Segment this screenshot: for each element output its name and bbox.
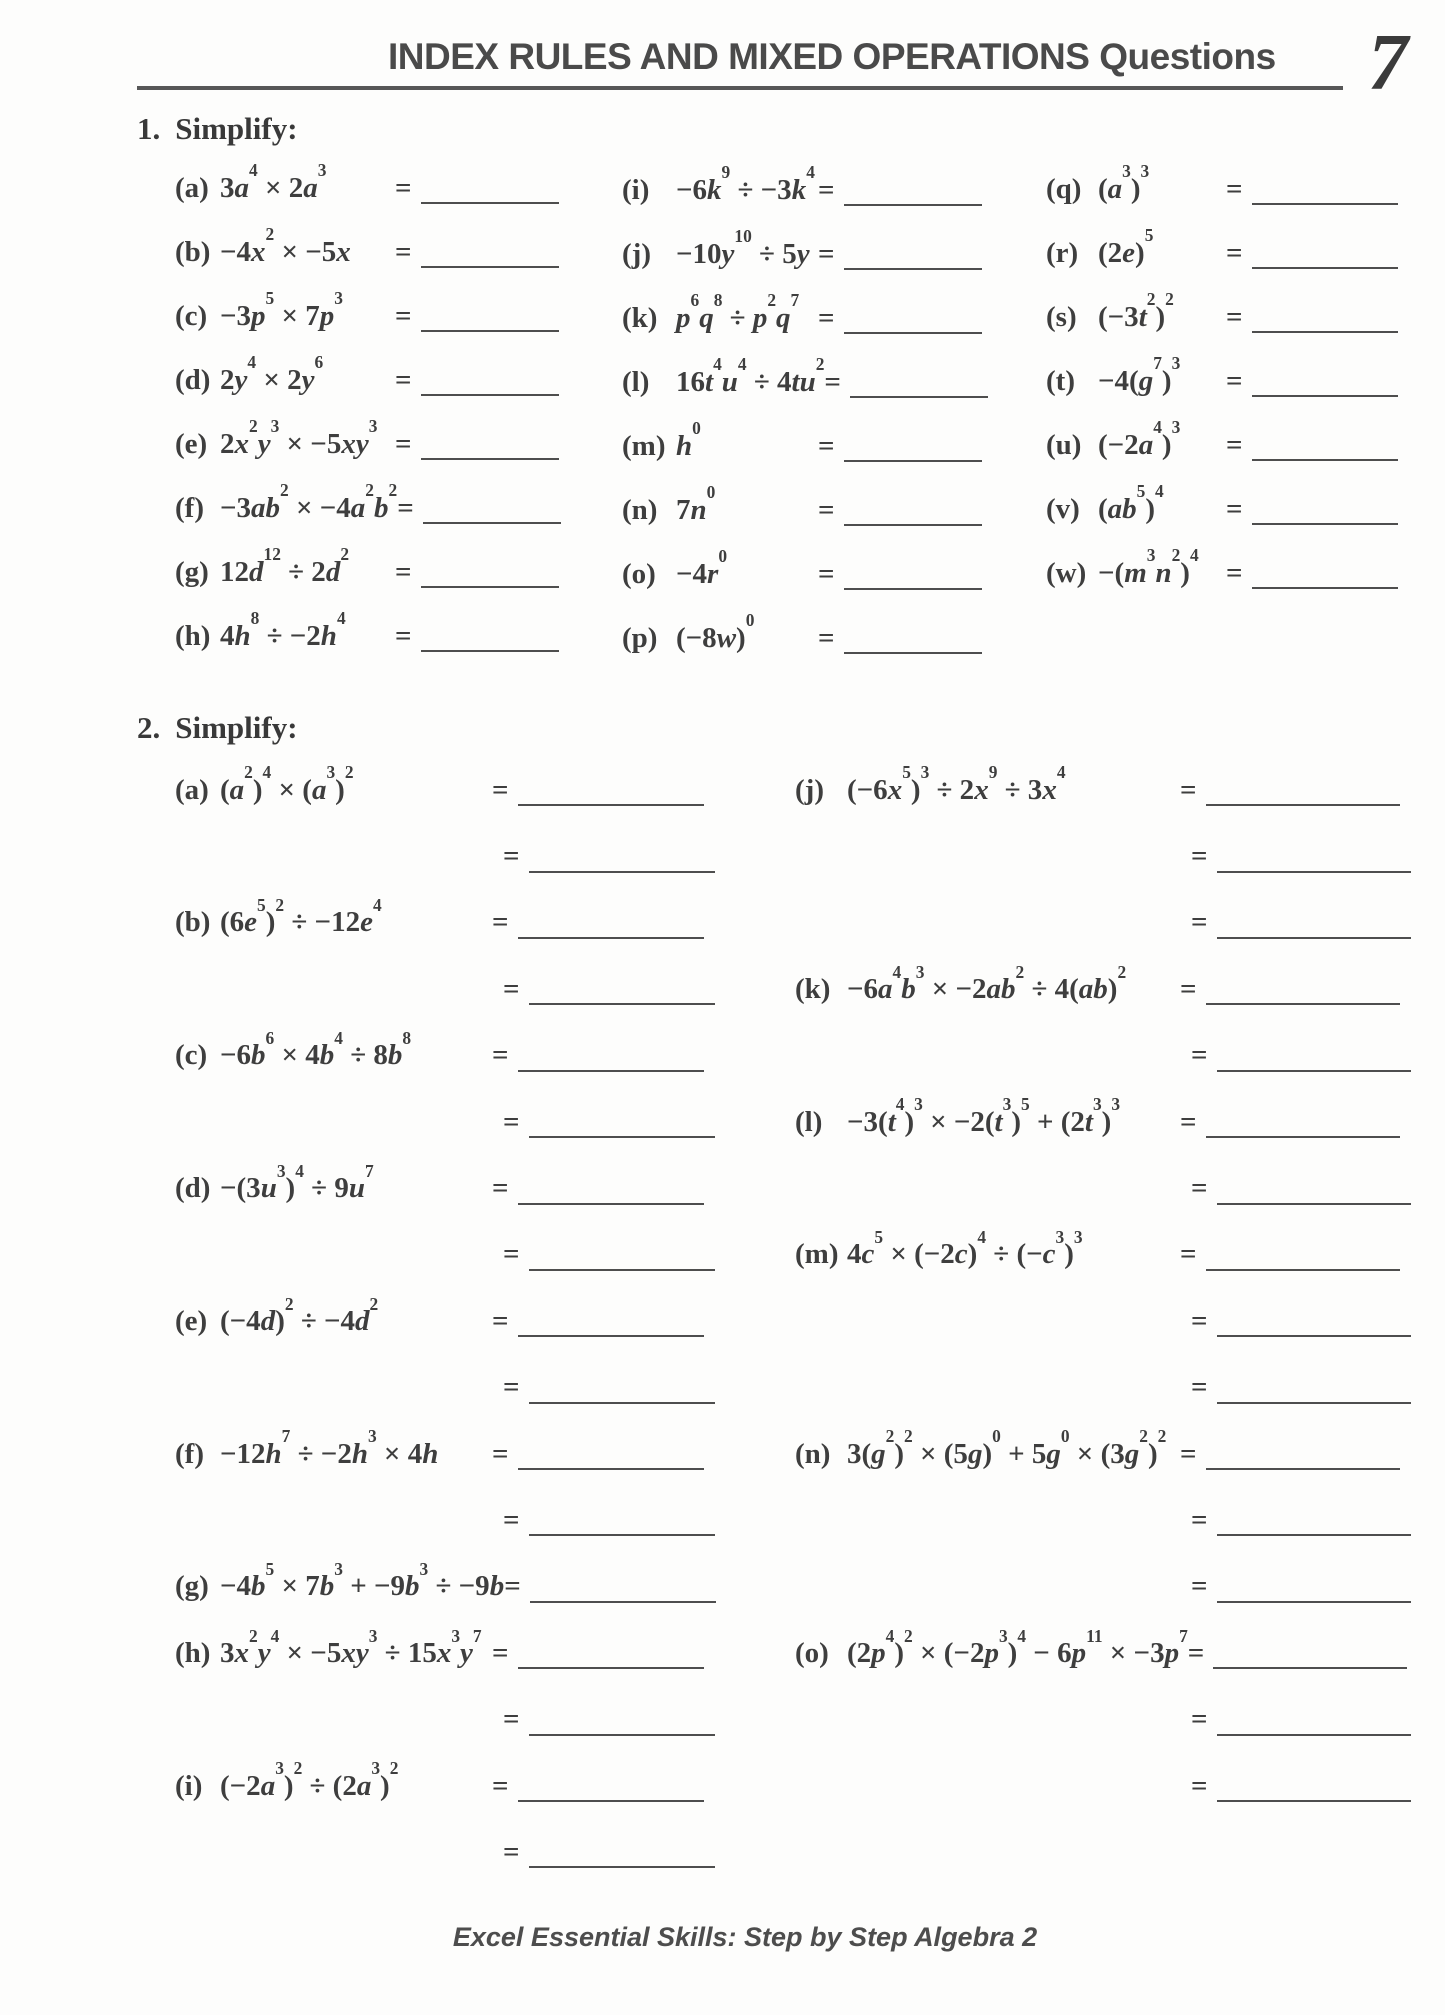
answer-blank[interactable] — [1217, 1203, 1411, 1205]
equals-sign: = — [492, 1172, 509, 1205]
exercise-row — [622, 414, 1004, 478]
answer-blank[interactable] — [844, 652, 982, 654]
answer-blank[interactable] — [1252, 459, 1398, 461]
item-label: (g) — [175, 1570, 209, 1603]
exercise-row — [795, 1686, 1415, 1752]
answer-blank[interactable] — [844, 588, 982, 590]
equals-sign: = — [503, 1105, 520, 1138]
equals-sign: = — [1191, 1039, 1208, 1072]
exercise-row — [795, 1487, 1415, 1553]
exercise-row — [795, 1089, 1415, 1155]
item-expression: $7n^0$ — [676, 482, 716, 526]
exercise-row — [622, 350, 1004, 414]
equals-sign: = — [1180, 1105, 1197, 1138]
answer-blank[interactable] — [850, 396, 988, 398]
equals-sign: = — [503, 1238, 520, 1271]
answer-blank[interactable] — [844, 268, 982, 270]
answer-blank[interactable] — [1206, 1003, 1400, 1005]
item-label: (w) — [1046, 556, 1087, 589]
exercise-row — [175, 156, 575, 220]
equals-sign: = — [818, 301, 835, 334]
answer-blank[interactable] — [1252, 587, 1398, 589]
item-label: (i) — [622, 173, 650, 206]
item-expression: $-6b^6 \times 4b^4 \div 8b^8$ — [220, 1028, 412, 1072]
item-label: (e) — [175, 1304, 208, 1337]
item-label: (b) — [175, 906, 211, 939]
equals-sign: = — [1180, 972, 1197, 1005]
q2-column-left — [175, 757, 720, 1886]
exercise-row — [175, 220, 575, 284]
item-expression: $-4r^0$ — [676, 546, 728, 590]
equals-sign: = — [503, 1503, 520, 1536]
item-label: (k) — [622, 301, 658, 334]
answer-blank[interactable] — [844, 524, 982, 526]
answer-blank[interactable] — [518, 937, 704, 939]
item-label: (h) — [175, 1636, 211, 1669]
exercise-row — [795, 1355, 1415, 1421]
equals-sign: = — [1191, 1703, 1208, 1736]
equals-sign: = — [492, 1769, 509, 1802]
q1-column-1 — [175, 156, 575, 668]
answer-blank[interactable] — [1217, 1070, 1411, 1072]
equals-sign: = — [503, 972, 520, 1005]
answer-blank[interactable] — [529, 1269, 715, 1271]
exercise-row — [175, 284, 575, 348]
item-label: (d) — [175, 1172, 211, 1205]
answer-blank[interactable] — [1252, 203, 1398, 205]
exercise-row — [175, 1155, 720, 1221]
equals-sign: = — [503, 1371, 520, 1404]
equals-sign: = — [818, 173, 835, 206]
item-expression: $(-2a^3)^2 \div (2a^3)^2$ — [220, 1758, 399, 1802]
answer-blank[interactable] — [518, 1667, 704, 1669]
item-expression: $(-6x^5)^3 \div 2x^9 \div 3x^4$ — [847, 762, 1066, 806]
exercise-row — [795, 1288, 1415, 1354]
exercise-row — [175, 540, 575, 604]
equals-sign: = — [1226, 492, 1243, 525]
answer-blank[interactable] — [1217, 1534, 1411, 1536]
answer-blank[interactable] — [844, 332, 982, 334]
item-expression: $(2p^4)^2 \times (-2p^3)^4 - 6p^{11} \times -3p^7$ — [847, 1625, 1188, 1669]
equals-sign: = — [503, 1835, 520, 1868]
answer-blank[interactable] — [844, 204, 982, 206]
exercise-row — [175, 1554, 720, 1620]
item-expression: $(2e)^5$ — [1098, 225, 1154, 269]
equals-sign: = — [504, 1570, 521, 1603]
item-label: (m) — [795, 1238, 839, 1271]
exercise-row — [795, 757, 1415, 823]
exercise-row — [175, 1089, 720, 1155]
answer-blank[interactable] — [518, 804, 704, 806]
item-expression: $(-4d)^2 \div -4d^2$ — [220, 1293, 379, 1337]
equals-sign: = — [818, 557, 835, 590]
answer-blank[interactable] — [1213, 1667, 1407, 1669]
answer-blank[interactable] — [1217, 871, 1411, 873]
exercise-row — [175, 412, 575, 476]
equals-sign: = — [824, 365, 841, 398]
answer-blank[interactable] — [421, 458, 559, 460]
item-label: (l) — [795, 1105, 823, 1138]
equals-sign: = — [818, 621, 835, 654]
item-label: (f) — [175, 1437, 204, 1470]
item-label: (v) — [1046, 492, 1080, 525]
equals-sign: = — [818, 493, 835, 526]
answer-blank[interactable] — [1206, 1468, 1400, 1470]
answer-blank[interactable] — [529, 1534, 715, 1536]
item-label: (c) — [175, 1039, 208, 1072]
item-label: (n) — [622, 493, 658, 526]
item-expression: $(-2a^4)^3$ — [1098, 417, 1181, 461]
equals-sign: = — [1191, 1371, 1208, 1404]
answer-blank[interactable] — [529, 1734, 715, 1736]
q1-column-3 — [1046, 157, 1410, 605]
equals-sign: = — [1180, 1437, 1197, 1470]
item-expression: $2y^4 \times 2y^6$ — [220, 352, 324, 396]
equals-sign: = — [1180, 1238, 1197, 1271]
equals-sign: = — [1191, 1503, 1208, 1536]
item-label: (l) — [622, 365, 650, 398]
item-label: (c) — [175, 299, 208, 332]
exercise-row — [1046, 349, 1410, 413]
item-label: (u) — [1046, 428, 1082, 461]
answer-blank[interactable] — [421, 202, 559, 204]
exercise-row — [175, 1487, 720, 1553]
exercise-row — [175, 476, 575, 540]
equals-sign: = — [492, 1039, 509, 1072]
answer-blank[interactable] — [1252, 395, 1398, 397]
item-label: (o) — [622, 557, 656, 590]
equals-sign: = — [395, 235, 412, 268]
equals-sign: = — [492, 906, 509, 939]
exercise-row — [795, 1554, 1415, 1620]
q1-heading — [137, 111, 298, 147]
equals-sign: = — [395, 555, 412, 588]
equals-sign: = — [492, 1304, 509, 1337]
item-label: (q) — [1046, 172, 1082, 205]
item-label: (m) — [622, 429, 666, 462]
exercise-row — [622, 222, 1004, 286]
equals-sign: = — [492, 773, 509, 806]
exercise-row — [175, 1421, 720, 1487]
exercise-row — [795, 823, 1415, 889]
exercise-row — [1046, 285, 1410, 349]
item-expression: $-3(t^4)^3 \times -2(t^3)^5 + (2t^3)^3$ — [847, 1094, 1121, 1138]
answer-blank[interactable] — [529, 871, 715, 873]
page-title: INDEX RULES AND MIXED OPERATIONS Questions — [388, 36, 1276, 77]
q2-number: 2. — [137, 710, 161, 745]
equals-sign: = — [1191, 1570, 1208, 1603]
item-expression: $2x^2y^3 \times -5xy^3$ — [220, 416, 378, 460]
answer-blank[interactable] — [1217, 1335, 1411, 1337]
answer-blank[interactable] — [1217, 1800, 1411, 1802]
answer-blank[interactable] — [529, 1003, 715, 1005]
exercise-row — [622, 286, 1004, 350]
answer-blank[interactable] — [1206, 1269, 1400, 1271]
item-expression: $-(m^3n^2)^4$ — [1098, 545, 1199, 589]
item-expression: $(a^2)^4 \times (a^3)^2$ — [220, 762, 354, 806]
q1-number: 1. — [137, 111, 161, 146]
exercise-row — [175, 348, 575, 412]
item-expression: $-6k^9 \div -3k^4$ — [676, 162, 815, 206]
item-expression: $(a^3)^3$ — [1098, 161, 1150, 205]
item-expression: $-(3u^3)^4 \div 9u^7$ — [220, 1160, 374, 1205]
item-label: (s) — [1046, 300, 1077, 333]
q2-column-right — [795, 757, 1415, 1819]
item-expression: $-10y^{10} \div 5y$ — [676, 226, 810, 270]
exercise-row — [175, 1023, 720, 1089]
exercise-row — [795, 1421, 1415, 1487]
exercise-row — [622, 606, 1004, 670]
equals-sign: = — [1191, 840, 1208, 873]
header-rule — [137, 86, 1343, 90]
exercise-row — [795, 1155, 1415, 1221]
exercise-row — [1046, 157, 1410, 221]
exercise-row — [622, 158, 1004, 222]
answer-blank[interactable] — [1217, 1402, 1411, 1404]
item-label: (t) — [1046, 364, 1075, 397]
exercise-row — [175, 1620, 720, 1686]
item-label: (b) — [175, 235, 211, 268]
equals-sign: = — [503, 1703, 520, 1736]
item-expression: $h^0$ — [676, 418, 701, 462]
answer-blank[interactable] — [844, 460, 982, 462]
exercise-row — [175, 1753, 720, 1819]
item-expression: $-4b^5 \times 7b^3 + -9b^3 \div -9b$ — [220, 1559, 505, 1603]
exercise-row — [795, 1222, 1415, 1288]
equals-sign: = — [1226, 556, 1243, 589]
item-expression: $16t^4u^4 \div 4tu^2$ — [676, 354, 825, 398]
item-label: (o) — [795, 1636, 829, 1669]
item-expression: $-6a^4b^3 \times -2ab^2 \div 4(ab)^2$ — [847, 961, 1127, 1005]
equals-sign: = — [1226, 364, 1243, 397]
equals-sign: = — [395, 427, 412, 460]
exercise-row — [175, 1288, 720, 1354]
item-label: (i) — [175, 1769, 203, 1802]
answer-blank[interactable] — [1252, 523, 1398, 525]
equals-sign: = — [395, 171, 412, 204]
item-label: (f) — [175, 491, 204, 524]
answer-blank[interactable] — [421, 394, 559, 396]
item-label: (a) — [175, 171, 209, 204]
exercise-row — [1046, 541, 1410, 605]
q1-column-2 — [622, 158, 1004, 670]
exercise-row — [1046, 221, 1410, 285]
equals-sign: = — [492, 1437, 509, 1470]
answer-blank[interactable] — [421, 650, 559, 652]
item-expression: $3a^4 \times 2a^3$ — [220, 160, 327, 204]
equals-sign: = — [1191, 1769, 1208, 1802]
equals-sign: = — [395, 363, 412, 396]
exercise-row — [622, 542, 1004, 606]
answer-blank[interactable] — [1217, 1734, 1411, 1736]
answer-blank[interactable] — [1217, 1601, 1411, 1603]
footer-text: Excel Essential Skills: Step by Step Algebra 2 — [452, 1922, 1038, 1952]
equals-sign: = — [395, 619, 412, 652]
item-expression: $-4x^2 \times -5x$ — [220, 224, 351, 268]
answer-blank[interactable] — [529, 1136, 715, 1138]
exercise-row — [795, 956, 1415, 1022]
exercise-row — [795, 1023, 1415, 1089]
exercise-row — [175, 1222, 720, 1288]
exercise-row — [175, 956, 720, 1022]
exercise-row — [795, 890, 1415, 956]
answer-blank[interactable] — [529, 1866, 715, 1868]
answer-blank[interactable] — [1252, 267, 1398, 269]
answer-blank[interactable] — [1252, 331, 1398, 333]
page-number: 7 — [1368, 19, 1408, 107]
item-label: (g) — [175, 555, 209, 588]
exercise-row — [175, 604, 575, 668]
equals-sign: = — [1187, 1636, 1205, 1669]
item-label: (n) — [795, 1437, 831, 1470]
item-expression: $-4(g^7)^3$ — [1098, 353, 1181, 397]
exercise-row — [175, 757, 720, 823]
item-label: (e) — [175, 427, 208, 460]
answer-blank[interactable] — [518, 1468, 704, 1470]
answer-blank[interactable] — [1206, 1136, 1400, 1138]
exercise-row — [175, 1355, 720, 1421]
equals-sign: = — [1226, 236, 1243, 269]
item-expression: $(-8w)^0$ — [676, 610, 755, 654]
item-label: (j) — [795, 773, 824, 806]
item-expression: $-3p^5 \times 7p^3$ — [220, 288, 343, 332]
item-expression: $3x^2y^4 \times -5xy^3 \div 15x^3y^7$ — [220, 1625, 482, 1669]
equals-sign: = — [1226, 428, 1243, 461]
item-expression: $3(g^2)^2 \times (5g)^0 + 5g^0 \times (3g^2)^2$ — [847, 1426, 1167, 1470]
exercise-row — [175, 1686, 720, 1752]
item-expression: $12d^{12} \div 2d^2$ — [220, 544, 350, 588]
item-expression: $(-3t^2)^2$ — [1098, 289, 1174, 333]
item-label: (a) — [175, 773, 209, 806]
equals-sign: = — [1180, 773, 1197, 806]
exercise-row — [175, 1819, 720, 1885]
answer-blank[interactable] — [421, 586, 559, 588]
equals-sign: = — [1226, 300, 1243, 333]
equals-sign: = — [1191, 1304, 1208, 1337]
equals-sign: = — [503, 840, 520, 873]
item-label: (r) — [1046, 236, 1079, 269]
equals-sign: = — [1191, 1172, 1208, 1205]
equals-sign: = — [397, 491, 414, 524]
exercise-row — [1046, 477, 1410, 541]
item-label: (d) — [175, 363, 211, 396]
answer-blank[interactable] — [421, 330, 559, 332]
exercise-row — [175, 823, 720, 889]
item-expression: $4h^8 \div -2h^4$ — [220, 608, 346, 652]
answer-blank[interactable] — [423, 522, 561, 524]
answer-blank[interactable] — [421, 266, 559, 268]
item-label: (k) — [795, 972, 831, 1005]
exercise-row — [795, 1620, 1415, 1686]
exercise-row — [175, 890, 720, 956]
equals-sign: = — [492, 1636, 509, 1669]
equals-sign: = — [818, 237, 835, 270]
exercise-row — [622, 478, 1004, 542]
exercise-row — [1046, 413, 1410, 477]
item-expression: $-12h^7 \div -2h^3 \times 4h$ — [220, 1426, 439, 1470]
q2-instruction: Simplify: — [175, 710, 298, 745]
item-expression: $p^6q^8 \div p^2q^7$ — [676, 290, 800, 334]
equals-sign: = — [818, 429, 835, 462]
item-label: (p) — [622, 621, 658, 654]
item-label: (j) — [622, 237, 651, 270]
item-label: (h) — [175, 619, 211, 652]
equals-sign: = — [1226, 172, 1243, 205]
answer-blank[interactable] — [518, 1800, 704, 1802]
equals-sign: = — [395, 299, 412, 332]
item-expression: $4c^5 \times (-2c)^4 \div (-c^3)^3$ — [847, 1227, 1083, 1271]
item-expression: $(ab^5)^4$ — [1098, 481, 1164, 525]
answer-blank[interactable] — [1206, 804, 1400, 806]
answer-blank[interactable] — [530, 1601, 716, 1603]
answer-blank[interactable] — [1217, 937, 1411, 939]
q2-heading — [137, 710, 298, 746]
answer-blank[interactable] — [518, 1203, 704, 1205]
item-expression: $(6e^5)^2 \div -12e^4$ — [220, 895, 382, 939]
answer-blank[interactable] — [518, 1335, 704, 1337]
exercise-row — [795, 1753, 1415, 1819]
item-expression: $-3ab^2 \times -4a^2b^2$ — [220, 480, 398, 524]
equals-sign: = — [1191, 906, 1208, 939]
q1-instruction: Simplify: — [175, 111, 298, 146]
answer-blank[interactable] — [518, 1070, 704, 1072]
answer-blank[interactable] — [529, 1402, 715, 1404]
